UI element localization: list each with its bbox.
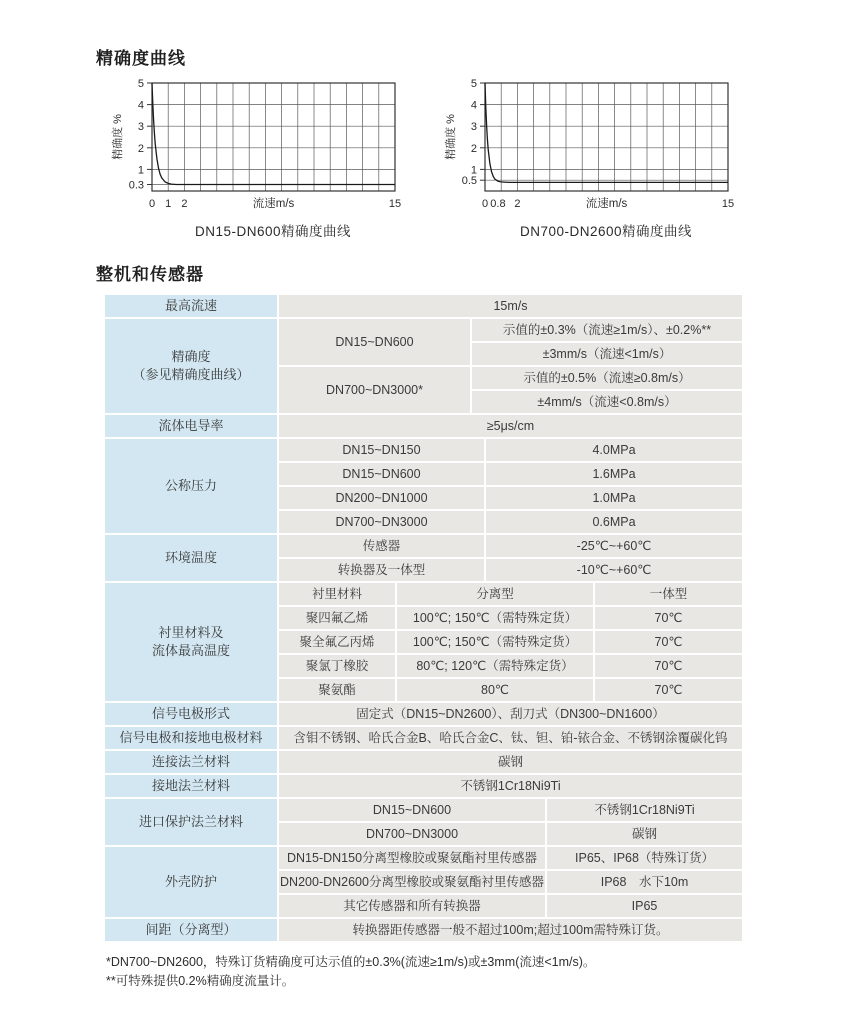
table-cell: 传感器 <box>279 535 484 557</box>
table-cell: DN15~DN600 <box>279 319 470 365</box>
svg-text:1: 1 <box>470 164 477 177</box>
svg-text:2: 2 <box>181 198 188 210</box>
table-cell: 聚氨酯 <box>279 679 395 701</box>
spec-row-conductivity <box>105 415 742 437</box>
table-cell: ±4mm/s（流速<0.8m/s） <box>472 391 742 413</box>
chart-caption: DN700-DN2600精确度曲线 <box>519 224 693 239</box>
table-cell: 70℃ <box>595 607 742 629</box>
table-cell: IP65、IP68（特殊订货） <box>547 847 742 869</box>
row-label-line: 衬里材料及 <box>158 625 224 641</box>
table-cell: 分离型 <box>397 583 593 605</box>
svg-text:15: 15 <box>721 198 735 210</box>
accuracy-charts <box>0 78 854 238</box>
svg-text:0: 0 <box>481 198 489 210</box>
footnotes <box>106 953 595 992</box>
spec-row-nominal-pressure <box>105 439 742 533</box>
table-cell: 80℃ <box>397 679 593 701</box>
table-cell: 示值的±0.3%（流速≥1m/s）、±0.2%** <box>472 319 742 341</box>
row-label-line: 流体最高温度 <box>151 643 230 658</box>
table-cell: IP65 <box>547 895 742 917</box>
spec-row-inlet-flange <box>105 799 742 845</box>
row-label: 环境温度 <box>105 535 277 581</box>
svg-text:2: 2 <box>470 142 477 155</box>
table-cell: DN15~DN150 <box>279 439 484 461</box>
svg-text:15: 15 <box>388 198 402 210</box>
section-title-machine-and-sensor: 整机和传感器 <box>96 265 204 284</box>
spec-row-accuracy <box>105 319 742 413</box>
svg-text:精确度 %: 精确度 % <box>445 114 457 160</box>
table-cell: 15m/s <box>279 295 742 317</box>
table-cell: IP68 水下10m <box>547 871 742 893</box>
table-cell: 碳钢 <box>547 823 742 845</box>
row-label: 接地法兰材料 <box>105 775 277 797</box>
footnote-line: *DN700~DN2600，特殊订货精确度可达示值的±0.3%(流速≥1m/s)或±3mm(流速<1m/s)。 <box>106 955 596 969</box>
table-cell: DN200~DN1000 <box>279 487 484 509</box>
svg-text:流速m/s: 流速m/s <box>585 198 628 210</box>
svg-text:0.8: 0.8 <box>490 198 506 210</box>
row-label-line: 精确度 <box>171 349 211 365</box>
table-cell: 100℃; 150℃（需特殊定货） <box>397 607 593 629</box>
table-cell: 固定式（DN15~DN2600）、刮刀式（DN300~DN1600） <box>279 703 742 725</box>
svg-text:4: 4 <box>470 99 477 112</box>
row-label: 进口保护法兰材料 <box>105 799 277 845</box>
table-cell: -10℃~+60℃ <box>486 559 742 581</box>
row-label: 信号电极和接地电极材料 <box>105 727 277 749</box>
spec-row-ground-flange <box>105 775 742 797</box>
table-cell: 100℃; 150℃（需特殊定货） <box>397 631 593 653</box>
section-title-accuracy-curves: 精确度曲线 <box>96 49 186 68</box>
table-cell: ≥5μs/cm <box>279 415 742 437</box>
svg-text:2: 2 <box>514 198 521 210</box>
table-cell: DN700~DN3000* <box>279 367 470 413</box>
table-cell: 0.6MPa <box>486 511 742 533</box>
table-cell: 80℃; 120℃（需特殊定货） <box>397 655 593 677</box>
row-label: 外壳防护 <box>105 847 277 917</box>
spec-row-lining-material <box>105 583 742 701</box>
spec-row-spacing <box>105 919 742 941</box>
svg-text:5: 5 <box>470 78 477 90</box>
table-cell: 聚氯丁橡胶 <box>279 655 395 677</box>
svg-text:4: 4 <box>137 99 144 112</box>
table-cell: 碳钢 <box>279 751 742 773</box>
svg-text:3: 3 <box>470 121 477 134</box>
chart-plot <box>441 78 741 213</box>
svg-text:0: 0 <box>148 198 156 210</box>
table-cell: DN15~DN600 <box>279 463 484 485</box>
table-cell: -25℃~+60℃ <box>486 535 742 557</box>
table-cell: 1.0MPa <box>486 487 742 509</box>
row-label: 公称压力 <box>105 439 277 533</box>
row-label: 信号电极形式 <box>105 703 277 725</box>
table-cell: 聚四氟乙烯 <box>279 607 395 629</box>
table-cell: 转换器距传感器一般不超过100m;超过100m需特殊订货。 <box>279 919 742 941</box>
table-cell: 4.0MPa <box>486 439 742 461</box>
table-cell: ±3mm/s（流速<1m/s） <box>472 343 742 365</box>
table-cell: 70℃ <box>595 655 742 677</box>
chart-caption: DN15-DN600精确度曲线 <box>194 224 352 239</box>
row-label: 最高流速 <box>105 295 277 317</box>
table-cell: DN15~DN600 <box>279 799 545 821</box>
spec-row-ambient-temperature <box>105 535 742 581</box>
row-label <box>105 583 277 701</box>
svg-text:1: 1 <box>137 164 144 177</box>
svg-text:0.5: 0.5 <box>461 175 477 188</box>
svg-text:5: 5 <box>137 78 144 90</box>
table-cell: DN200-DN2600分离型橡胶或聚氨酯衬里传感器 <box>279 871 545 893</box>
svg-text:3: 3 <box>137 121 144 134</box>
footnote-line: **可特殊提供0.2%精确度流量计。 <box>106 974 295 989</box>
table-cell: DN700~DN3000 <box>279 511 484 533</box>
accuracy-curve-chart-dn15-dn600 <box>108 78 408 240</box>
table-cell: 70℃ <box>595 679 742 701</box>
spec-row-electrode-form <box>105 703 742 725</box>
spec-row-connect-flange <box>105 751 742 773</box>
table-cell: 70℃ <box>595 631 742 653</box>
table-cell: 示值的±0.5%（流速≥0.8m/s） <box>472 367 742 389</box>
row-label <box>105 319 277 413</box>
table-cell: 一体型 <box>595 583 742 605</box>
table-cell: DN700~DN3000 <box>279 823 545 845</box>
table-cell: DN15-DN150分离型橡胶或聚氨酯衬里传感器 <box>279 847 545 869</box>
row-label: 流体电导率 <box>105 415 277 437</box>
svg-text:0.3: 0.3 <box>128 179 144 192</box>
row-label-line: （参见精确度曲线） <box>132 367 250 382</box>
accuracy-curve-chart-dn700-dn2600 <box>441 78 741 240</box>
row-label: 连接法兰材料 <box>105 751 277 773</box>
row-label: 间距（分离型） <box>105 919 277 941</box>
svg-text:1: 1 <box>165 198 172 210</box>
table-cell: 含钼不锈钢、哈氏合金B、哈氏合金C、钛、钽、铂-铱合金、不锈钢涂覆碳化钨 <box>279 727 742 749</box>
table-cell: 衬里材料 <box>279 583 395 605</box>
table-cell: 1.6MPa <box>486 463 742 485</box>
spec-row-max-velocity <box>105 295 742 317</box>
table-cell: 不锈钢1Cr18Ni9Ti <box>279 775 742 797</box>
svg-text:2: 2 <box>137 142 144 155</box>
spec-row-enclosure-protection <box>105 847 742 917</box>
table-cell: 其它传感器和所有转换器 <box>279 895 545 917</box>
spec-table <box>105 295 742 941</box>
spec-row-electrode-material <box>105 727 742 749</box>
table-cell: 聚全氟乙丙烯 <box>279 631 395 653</box>
table-cell: 不锈钢1Cr18Ni9Ti <box>547 799 742 821</box>
table-cell: 转换器及一体型 <box>279 559 484 581</box>
svg-text:精确度 %: 精确度 % <box>112 114 124 160</box>
svg-text:流速m/s: 流速m/s <box>252 198 295 210</box>
chart-plot <box>108 78 408 213</box>
